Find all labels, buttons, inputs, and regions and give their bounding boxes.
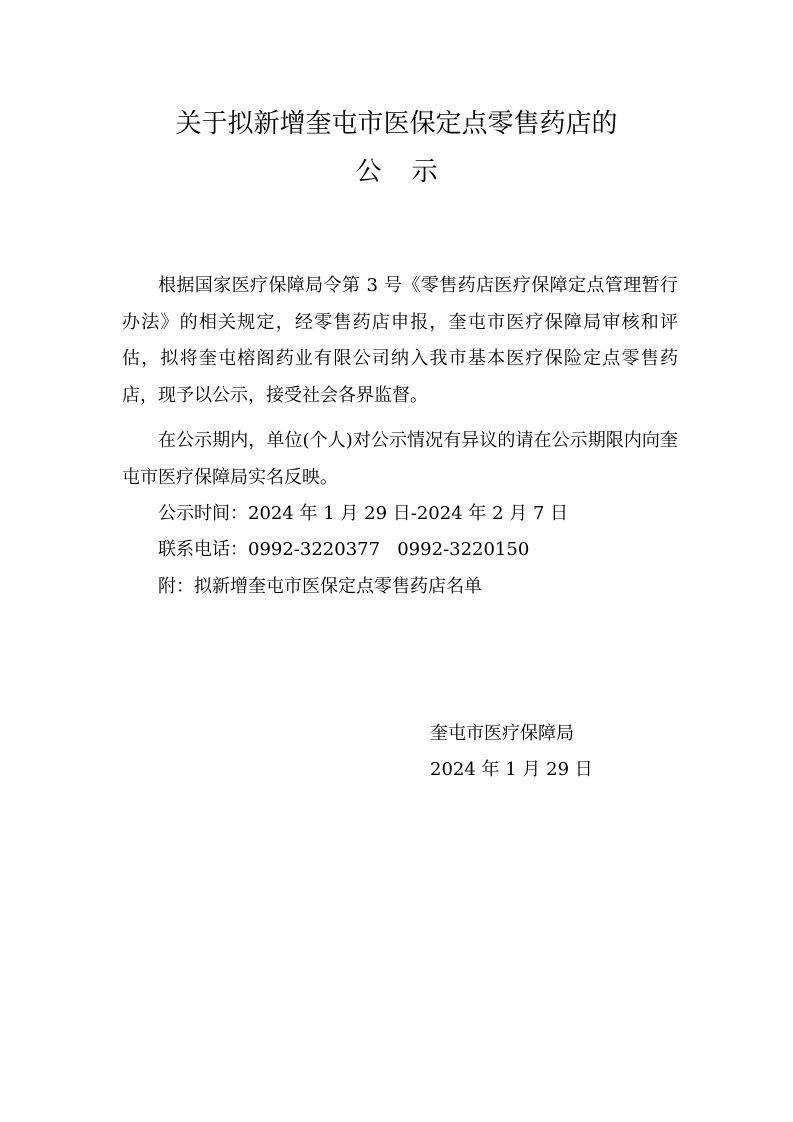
signature-date: 2024 年 1 月 29 日 [430,759,593,780]
document-title-notice: 公示 [355,157,468,187]
body-paragraph-regulation: 根据国家医疗保障局令第 3 号《零售药店医疗保障定点管理暂行办法》的相关规定，经零售药店申报，奎屯市医疗保障局审核和评估，拟将奎屯榕阁药业有限公司纳入我市基本医疗保险定点零售药店，现予以公示，接受社会各界监督。 [122,275,678,406]
signature-organization: 奎屯市医疗保障局 [430,723,574,744]
attachment-note: 附：拟新增奎屯市医保定点零售药店名单 [158,576,482,597]
publicity-time: 公示时间：2024 年 1 月 29 日-2024 年 2 月 7 日 [158,503,569,524]
contact-phone: 联系电话：0992-3220377 0992-3220150 [158,539,530,560]
document-title: 关于拟新增奎屯市医保定点零售药店的 [175,109,618,139]
body-paragraph-objection: 在公示期内，单位(个人)对公示情况有异议的请在公示期限内向奎屯市医疗保障局实名反映。 [122,430,678,488]
